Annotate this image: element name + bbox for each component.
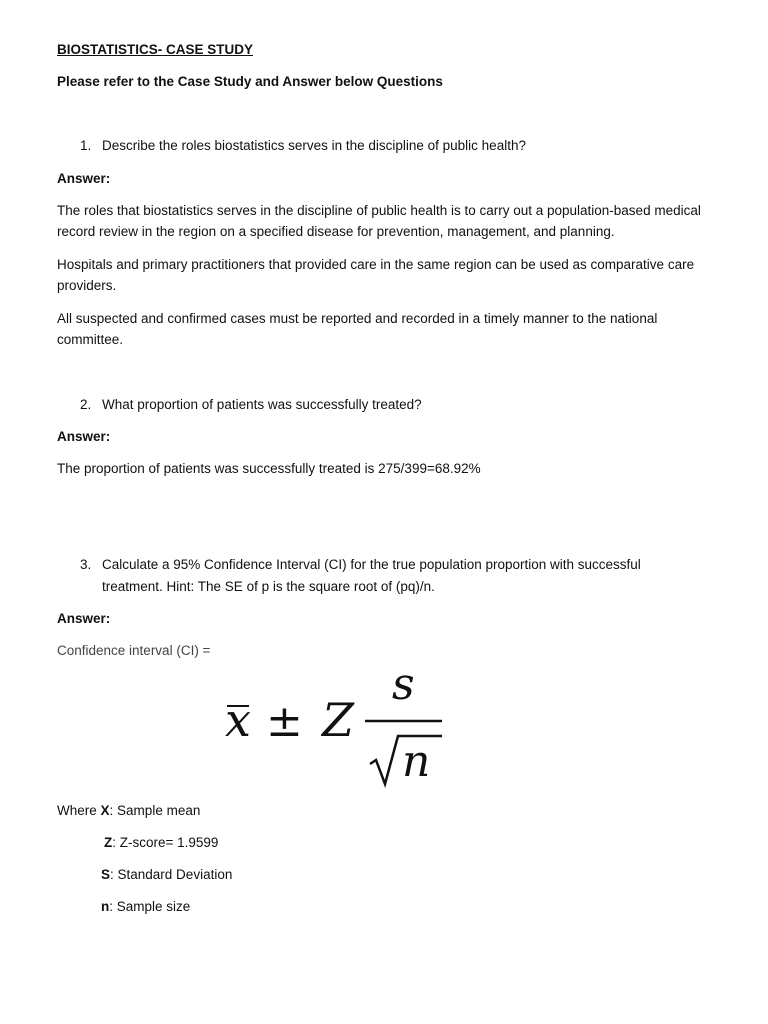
- question-3-line-2: treatment. Hint: The SE of p is the square root of (pq)/n.: [102, 579, 435, 594]
- question-3: [80, 557, 641, 572]
- question-1-text: Describe the roles biostatistics serves in the discipline of public health?: [102, 138, 526, 153]
- definition-n-text: : Sample size: [109, 899, 191, 914]
- definition-x-symbol: X: [100, 803, 110, 818]
- definition-s-symbol: S: [101, 867, 111, 882]
- document-subtitle: Please refer to the Case Study and Answer below Questions: [57, 74, 443, 89]
- ci-formula-graphic: [222, 659, 452, 794]
- definition-x-text: : Sample mean: [109, 803, 201, 818]
- formula-plus-minus: ±: [266, 696, 303, 747]
- answer-1-paragraph-3: All suspected and confirmed cases must be reported and recorded in a timely manner to the national committee.: [57, 311, 658, 347]
- answer-1-label: Answer:: [57, 171, 111, 186]
- where-label: Where: [57, 803, 97, 818]
- answer-2-paragraph-1: The proportion of patients was successfully treated is 275/399=68.92%: [57, 461, 481, 476]
- formula-z: Z: [322, 693, 354, 747]
- definition-s-text: : Standard Deviation: [110, 867, 233, 882]
- formula-xbar: x: [225, 693, 251, 747]
- question-1-number: 1.: [80, 138, 92, 153]
- question-2: [80, 397, 422, 412]
- formula-n: n: [402, 736, 431, 787]
- definition-z-symbol: Z: [104, 835, 113, 850]
- definition-z: [104, 835, 218, 850]
- question-3-number: 3.: [80, 557, 92, 572]
- confidence-interval-text: Confidence interval (CI) =: [57, 643, 211, 658]
- definition-s: [101, 867, 232, 882]
- definition-n-symbol: n: [101, 899, 110, 914]
- answer-1-paragraph-2: Hospitals and primary practitioners that provided care in the same region can be used as comparative care providers.: [57, 257, 695, 293]
- question-1: [80, 138, 526, 153]
- answer-3-label: Answer:: [57, 611, 111, 626]
- document-title: BIOSTATISTICS- CASE STUDY: [57, 42, 254, 57]
- question-2-number: 2.: [80, 397, 92, 412]
- definition-z-text: : Z-score= 1.9599: [112, 835, 219, 850]
- question-3-line-1: Calculate a 95% Confidence Interval (CI) for the true population proportion with successful: [102, 557, 641, 572]
- ci-formula: [222, 659, 452, 794]
- answer-1-paragraph-1: The roles that biostatistics serves in the discipline of public health is to carry out a population-based medical record review in the region on a specified disease for prevention, management, and planning.: [57, 203, 701, 239]
- definition-x: [57, 803, 200, 818]
- definition-n: [101, 899, 190, 914]
- question-2-text: What proportion of patients was successfully treated?: [102, 397, 422, 412]
- formula-s: s: [392, 659, 415, 710]
- answer-2-label: Answer:: [57, 429, 111, 444]
